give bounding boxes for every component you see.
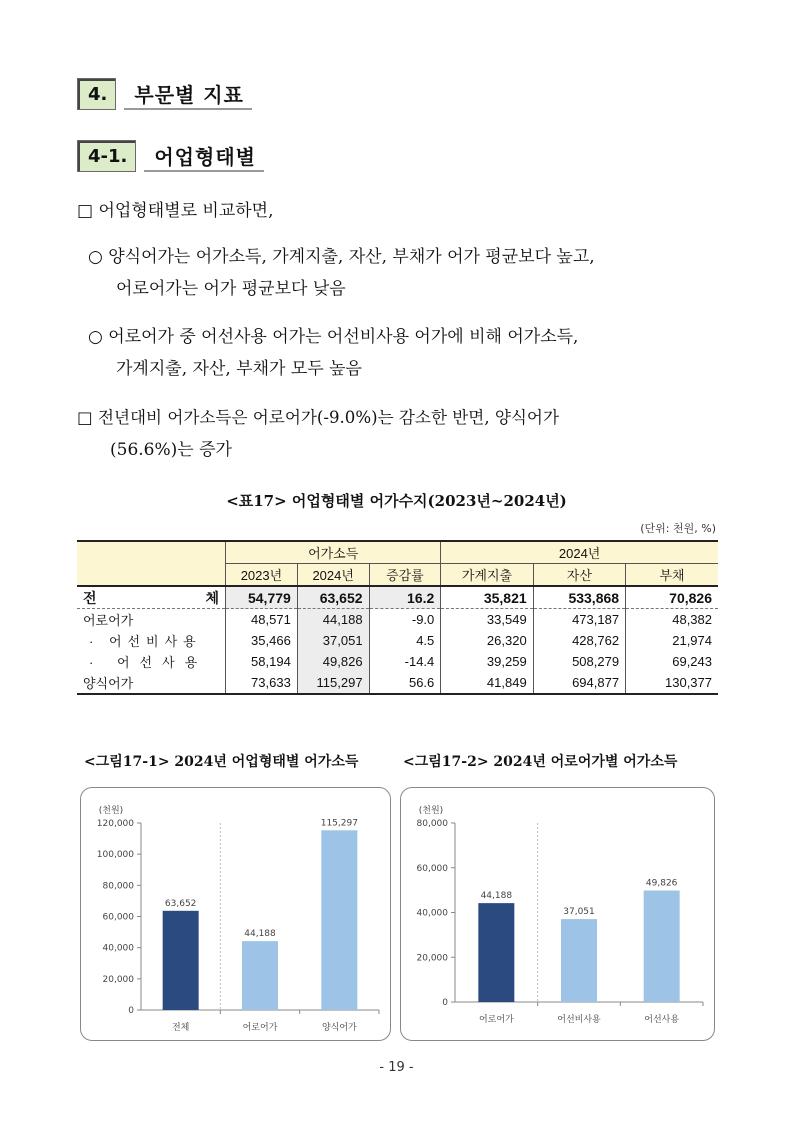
col-header: 자산: [533, 564, 625, 587]
y-tick-label: 60,000: [102, 912, 134, 923]
bar: [644, 891, 680, 1002]
y-tick-label: 20,000: [416, 953, 448, 964]
table-cell: 35,466: [226, 630, 298, 651]
table-cell: 16.2: [369, 586, 441, 609]
table-cell: 26,320: [441, 630, 533, 651]
bar-value-label: 44,188: [244, 929, 276, 940]
row-label: 어로어가: [83, 613, 134, 628]
y-axis-label: (천원): [418, 806, 444, 816]
bar-value-label: 115,297: [320, 818, 358, 829]
y-tick-label: 40,000: [102, 943, 134, 954]
y-axis-label: (천원): [98, 806, 124, 816]
bar: [478, 903, 514, 1002]
y-tick-label: 0: [442, 998, 448, 1008]
header-blank: [77, 541, 226, 586]
table-cell: 44,188: [297, 609, 369, 631]
table-cell: 39,259: [441, 651, 533, 672]
bar-value-label: 63,652: [164, 898, 197, 909]
table-cell: 63,652: [297, 586, 369, 609]
bar: [163, 911, 199, 1010]
bullet-aquaculture-line2: 어로어가는 어가 평균보다 낮음: [116, 279, 346, 299]
table-cell: 41,849: [441, 672, 533, 694]
table-cell: 73,633: [226, 672, 298, 694]
table-cell: 69,243: [626, 651, 718, 672]
bullet-yoy-line2: (56.6%)는 증가: [110, 440, 232, 460]
table-cell: 428,762: [533, 630, 625, 651]
col-header: 2023년: [226, 564, 298, 587]
bar: [321, 830, 357, 1010]
table-unit: (단위: 천원, %): [640, 522, 716, 535]
figure-title-1: <그림17-1> 2024년 어업형태별 어가소득: [84, 754, 359, 770]
row-label: · 어선사용: [89, 655, 208, 670]
table-cell: 33,549: [441, 609, 533, 631]
x-tick-label: 어로어가: [242, 1023, 278, 1033]
table-cell: -14.4: [369, 651, 441, 672]
y-tick-label: 100,000: [96, 850, 134, 861]
col-header: 가계지출: [441, 564, 533, 587]
bar-value-label: 44,188: [480, 891, 513, 902]
table-cell: 115,297: [297, 672, 369, 694]
table-row: [77, 672, 718, 694]
table-cell: 130,377: [626, 672, 718, 694]
table-cell: 21,974: [626, 630, 718, 651]
table-row: [77, 609, 718, 631]
table-row: [77, 586, 718, 609]
section-heading: [77, 78, 252, 110]
y-tick-label: 20,000: [102, 974, 134, 985]
table-row: [77, 630, 718, 651]
table-cell: 694,877: [533, 672, 625, 694]
y-tick-label: 80,000: [102, 881, 134, 892]
table-cell: 4.5: [369, 630, 441, 651]
section-title: 부문별 지표: [124, 78, 252, 110]
header-2024-group: 2024년: [441, 541, 718, 564]
income-table: [77, 540, 718, 695]
bullet-fishing-line1: ○ 어로어가 중 어선사용 어가는 어선비사용 어가에 비해 어가소득,: [88, 327, 579, 347]
y-tick-label: 60,000: [416, 863, 448, 874]
table-cell: 58,194: [226, 651, 298, 672]
y-tick-label: 120,000: [96, 819, 134, 829]
row-label: · 어선비사용: [89, 634, 202, 649]
header-income-group: 어가소득: [226, 541, 441, 564]
subsection-number: 4-1.: [77, 140, 136, 172]
bullet-yoy-line1: □ 전년대비 어가소득은 어로어가(-9.0%)는 감소한 반면, 양식어가: [77, 408, 559, 427]
table-cell: 54,779: [226, 586, 298, 609]
table-cell: 56.6: [369, 672, 441, 694]
chart-fishery-type: [80, 787, 391, 1041]
section-number: 4.: [77, 78, 116, 110]
chart-fishing-household: [400, 787, 715, 1041]
bullet-fishing-line2: 가계지출, 자산, 부채가 모두 높음: [116, 359, 362, 379]
x-tick-label: 어선비사용: [557, 1015, 601, 1025]
table-cell: 473,187: [533, 609, 625, 631]
bullet-compare: □ 어업형태별로 비교하면,: [77, 201, 274, 221]
subsection-title: 어업형태별: [144, 140, 264, 172]
table-cell: -9.0: [369, 609, 441, 631]
y-tick-label: 0: [128, 1006, 134, 1016]
figure-title-2: <그림17-2> 2024년 어로어가별 어가소득: [403, 754, 678, 770]
bar: [242, 941, 278, 1010]
table-cell: 49,826: [297, 651, 369, 672]
bar: [561, 919, 597, 1002]
table-row: [77, 651, 718, 672]
x-tick-label: 어로어가: [478, 1015, 514, 1025]
bar-value-label: 49,826: [645, 878, 678, 889]
bar-value-label: 37,051: [563, 907, 595, 918]
table-title: <표17> 어업형태별 어가수지(2023년~2024년): [226, 492, 567, 510]
chart-2-svg: [401, 788, 714, 1040]
row-label: 양식어가: [77, 672, 226, 694]
x-tick-label: 어선사용: [644, 1015, 680, 1025]
table-cell: 508,279: [533, 651, 625, 672]
page-number: - 19 -: [379, 1060, 414, 1075]
y-tick-label: 40,000: [416, 908, 448, 919]
col-header: 2024년: [297, 564, 369, 587]
table-cell: 48,571: [226, 609, 298, 631]
col-header: 증감률: [369, 564, 441, 587]
x-tick-label: 전체: [171, 1023, 190, 1033]
table-cell: 48,382: [626, 609, 718, 631]
table-cell: 70,826: [626, 586, 718, 609]
table-cell: 533,868: [533, 586, 625, 609]
col-header: 부채: [626, 564, 718, 587]
bullet-aquaculture-line1: ○ 양식어가는 어가소득, 가계지출, 자산, 부채가 어가 평균보다 높고,: [88, 247, 595, 267]
chart-1-svg: [81, 788, 390, 1040]
table-cell: 35,821: [441, 586, 533, 609]
row-label: 전 체: [77, 586, 226, 609]
y-tick-label: 80,000: [416, 819, 448, 829]
table-cell: 37,051: [297, 630, 369, 651]
subsection-heading: [77, 140, 264, 172]
x-tick-label: 양식어가: [321, 1023, 357, 1033]
